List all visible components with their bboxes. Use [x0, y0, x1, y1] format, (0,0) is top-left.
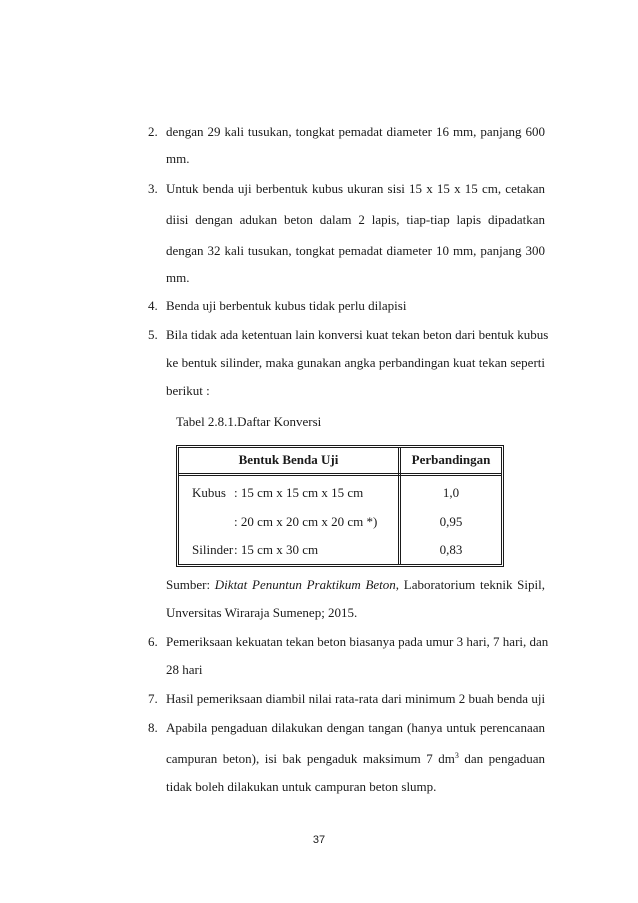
table-source — [166, 577, 545, 593]
table-cell-size: : 15 cm x 15 cm x 15 cm — [234, 485, 364, 500]
table-cell-shape: Silinder — [192, 542, 234, 557]
list-number: 7. — [148, 691, 158, 706]
list-number: 3. — [148, 181, 158, 196]
table-cell-ratio: 0,83 — [439, 542, 463, 557]
source-rest: , Laboratorium teknik Sipil, — [395, 577, 545, 592]
list-number: 4. — [148, 298, 158, 313]
list-text-line: tidak boleh dilakukan untuk campuran beton slump. — [166, 779, 437, 794]
list-number: 2. — [148, 124, 158, 139]
table-cell-shape: Kubus — [192, 485, 226, 500]
list-text-line: 28 hari — [166, 662, 203, 677]
list-text-line: dengan 29 kali tusukan, tongkat pemadat diameter 16 mm, panjang 600 — [166, 124, 545, 139]
table-header-shape: Bentuk Benda Uji — [238, 452, 339, 467]
list-text-line: Benda uji berbentuk kubus tidak perlu dilapisi — [166, 298, 407, 313]
table-header-ratio: Perbandingan — [411, 452, 491, 467]
conversion-table — [176, 445, 504, 567]
list-text-line: mm. — [166, 151, 190, 166]
table-cell-ratio: 1,0 — [442, 485, 460, 500]
source-line-2: Unversitas Wiraraja Sumenep; 2015. — [166, 605, 358, 620]
list-text-line: berikut : — [166, 383, 210, 398]
list-text-line: Hasil pemeriksaan diambil nilai rata-rata dari minimum 2 buah benda uji — [166, 691, 546, 706]
list-text-line: Pemeriksaan kekuatan tekan beton biasanya pada umur 3 hari, 7 hari, dan — [166, 634, 549, 649]
list-number: 5. — [148, 327, 158, 342]
list-number: 6. — [148, 634, 158, 649]
list-text-line: diisi dengan adukan beton dalam 2 lapis, tiap-tiap lapis dipadatkan — [166, 212, 545, 227]
source-title: Diktat Penuntun Praktikum Beton — [214, 577, 396, 592]
source-prefix: Sumber: — [166, 577, 211, 592]
table-caption: Tabel 2.8.1.Daftar Konversi — [176, 414, 322, 429]
list-text-line: dengan 32 kali tusukan, tongkat pemadat diameter 10 mm, panjang 300 — [166, 243, 545, 258]
table-cell-ratio: 0,95 — [439, 514, 463, 529]
list-text-line: Apabila pengaduan dilakukan dengan tangan (hanya untuk perencanaan — [166, 720, 545, 735]
table-header-divider — [179, 473, 501, 476]
list-text-line: ke bentuk silinder, maka gunakan angka perbandingan kuat tekan seperti — [166, 355, 545, 370]
page-number: 37 — [312, 834, 326, 846]
table-cell-size: : 20 cm x 20 cm x 20 cm *) — [234, 514, 378, 529]
item8-line2-b: dan pengaduan — [458, 751, 545, 766]
item8-line2-a: campuran beton), isi bak pengaduk maksimum 7 dm — [166, 751, 455, 766]
list-text-line — [166, 751, 545, 767]
list-text-line: Bila tidak ada ketentuan lain konversi kuat tekan beton dari bentuk kubus — [166, 327, 549, 342]
table-cell-size: : 15 cm x 30 cm — [234, 542, 319, 557]
list-number: 8. — [148, 720, 158, 735]
list-text-line: Untuk benda uji berbentuk kubus ukuran sisi 15 x 15 x 15 cm, cetakan — [166, 181, 545, 196]
list-text-line: mm. — [166, 270, 190, 285]
superscript: 3 — [454, 751, 459, 760]
